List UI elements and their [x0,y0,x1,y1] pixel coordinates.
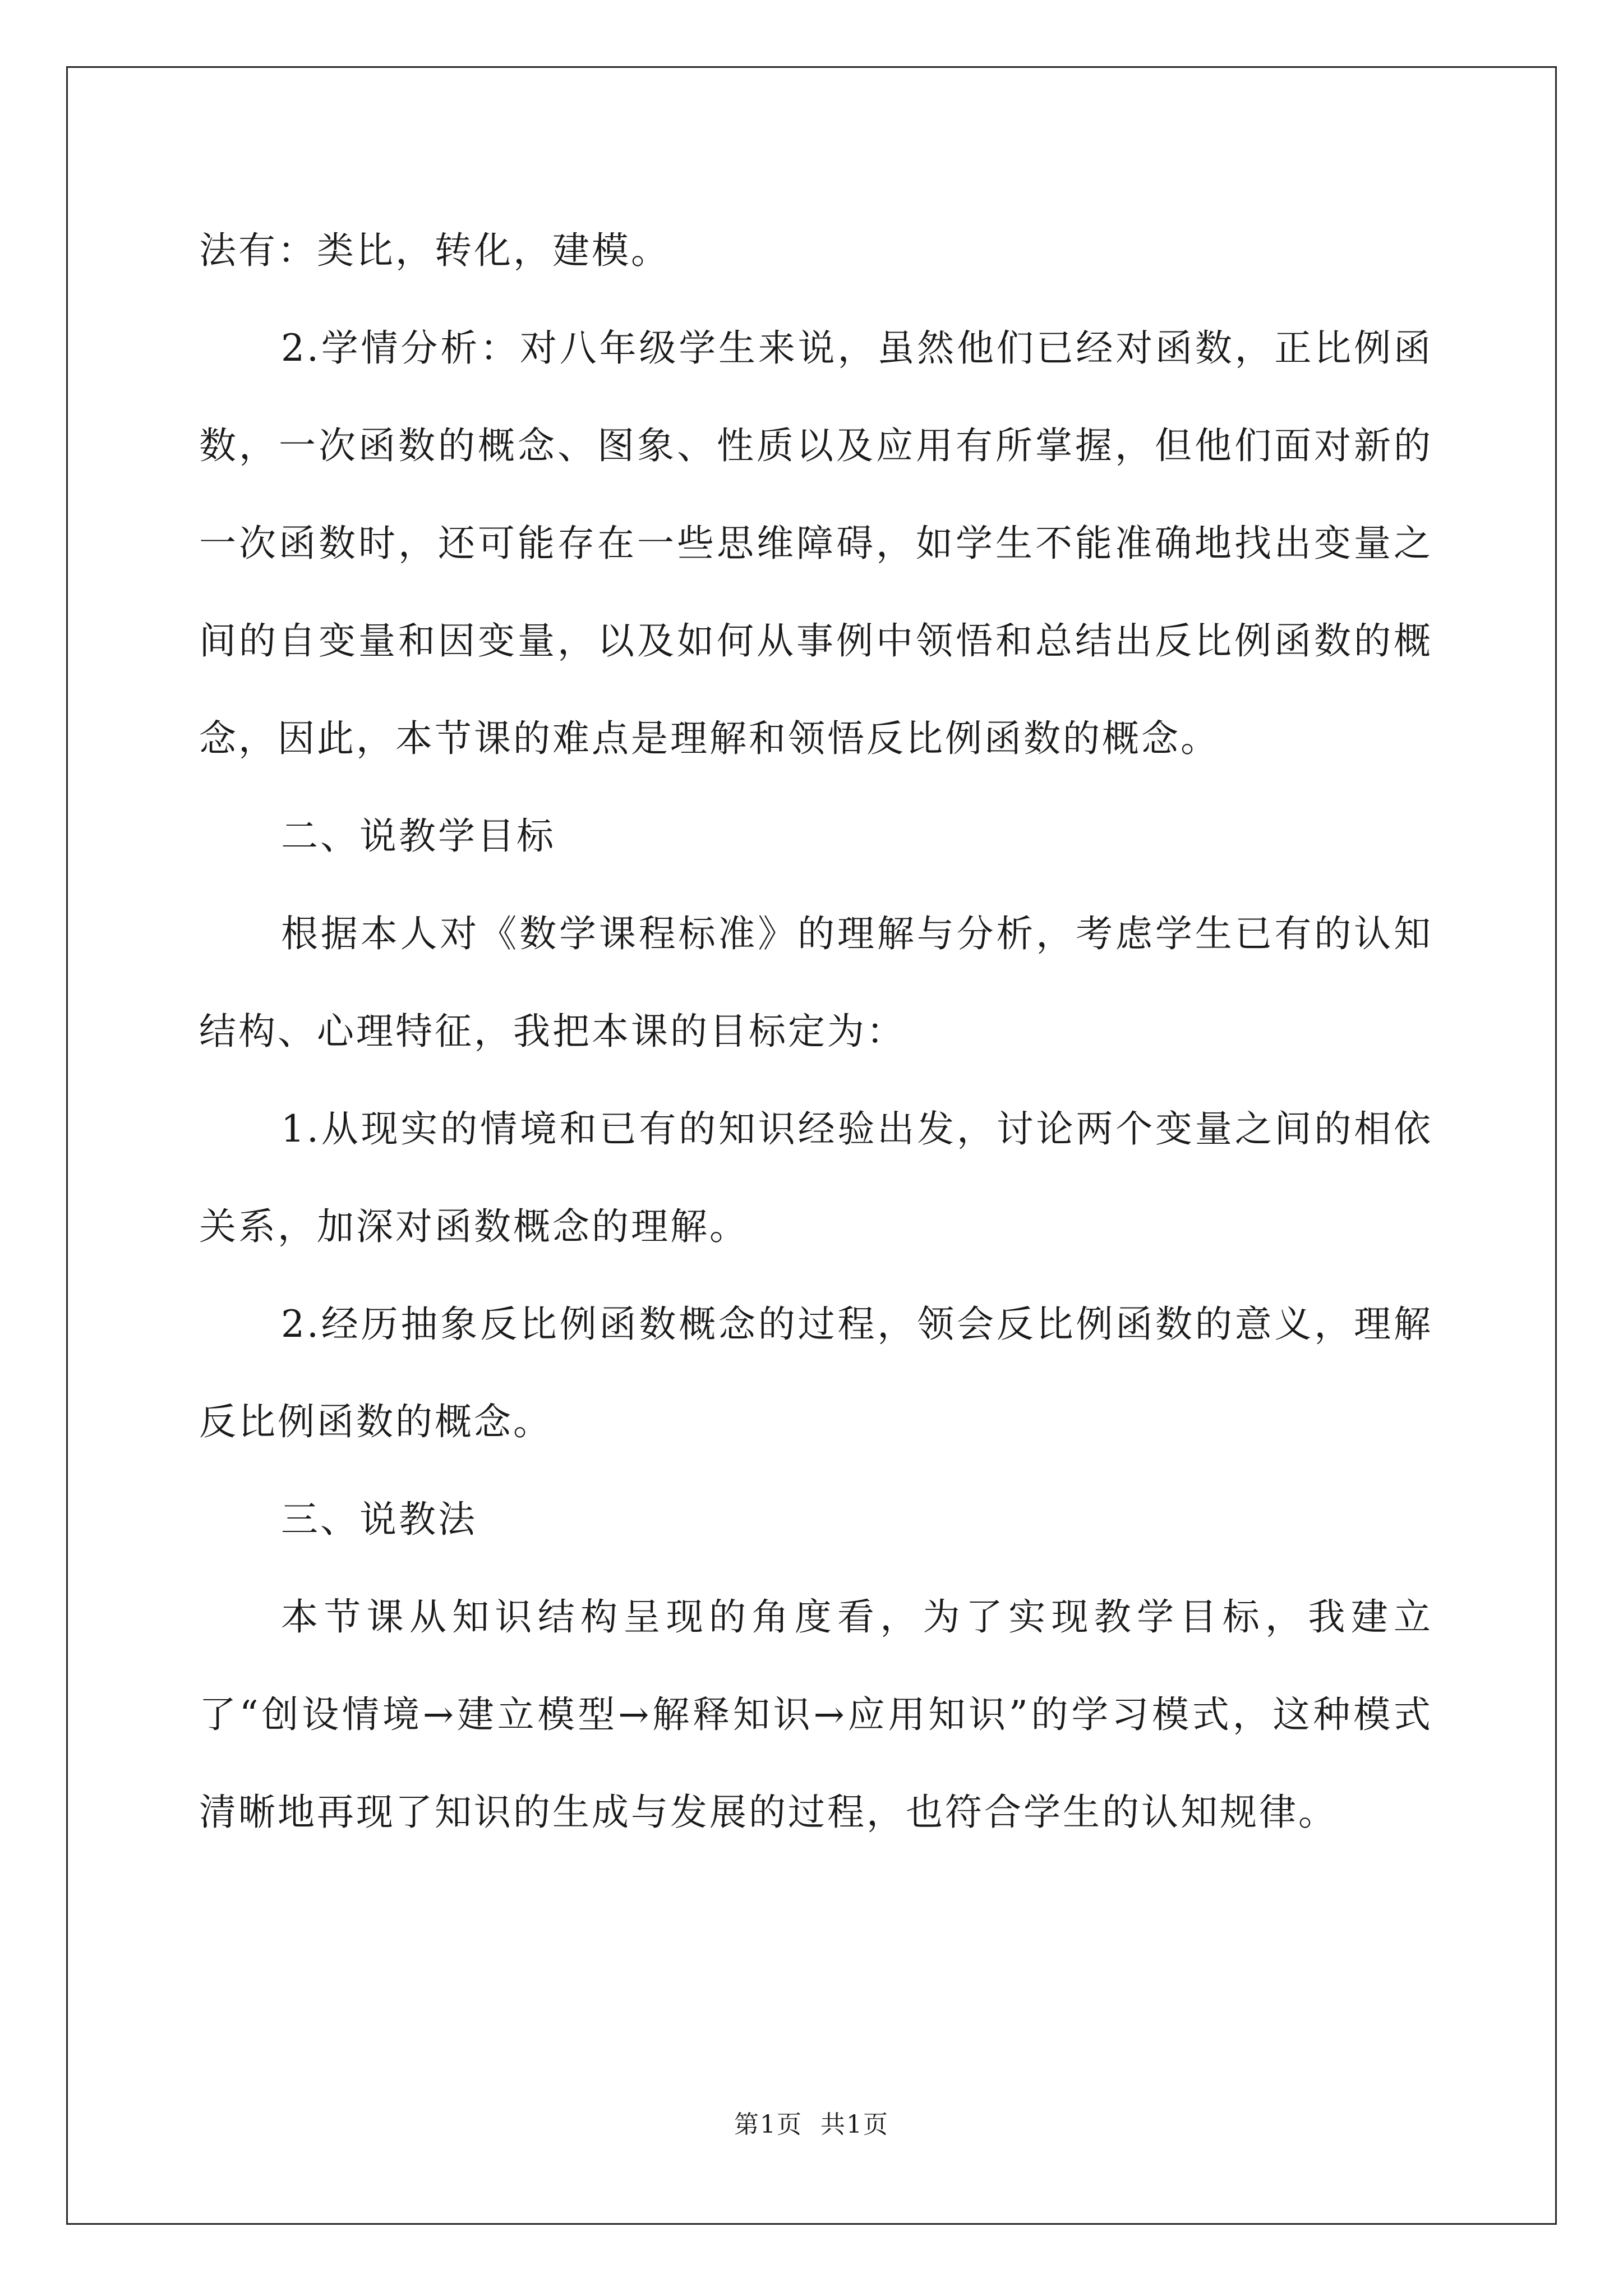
page-footer: 第1页 共1页 [734,2110,889,2139]
paragraph-5: 1.从现实的情境和已有的知识经验出发，讨论两个变量之间的相依关系，加深对函数概念的理解。 [199,1107,1433,1248]
paragraph-2: 2.学情分析：对八年级学生来说，虽然他们已经对函数，正比例函数，一次函数的概念、图象、性质以及应用有所掌握，但他们面对新的一次函数时，还可能存在一些思维障碍，如学生不能准确地找出变量之间的自变量和因变量，以及如何从事例中领悟和总结出反比例函数的概念，因此，本节课的难点是理解和领悟反比例函数的概念。 [199,326,1433,760]
paragraph-4: 根据本人对《数学课程标准》的理解与分析，考虑学生已有的认知结构、心理特征，我把本课的目标定为： [199,912,1433,1053]
section-heading-teaching-method: 三、说教法 [281,1498,477,1541]
paragraph-8: 本节课从知识结构呈现的角度看，为了实现教学目标，我建立了“创设情境→建立模型→解释知识→应用知识”的学习模式，这种模式清晰地再现了知识的生成与发展的过程，也符合学生的认知规律。 [199,1595,1433,1834]
paragraph-1: 法有：类比，转化，建模。 [199,229,670,272]
document-body [199,202,1433,1861]
section-heading-teaching-goals: 二、说教学目标 [281,815,556,858]
paragraph-6: 2.经历抽象反比例函数概念的过程，领会反比例函数的意义，理解反比例函数的概念。 [199,1303,1433,1443]
